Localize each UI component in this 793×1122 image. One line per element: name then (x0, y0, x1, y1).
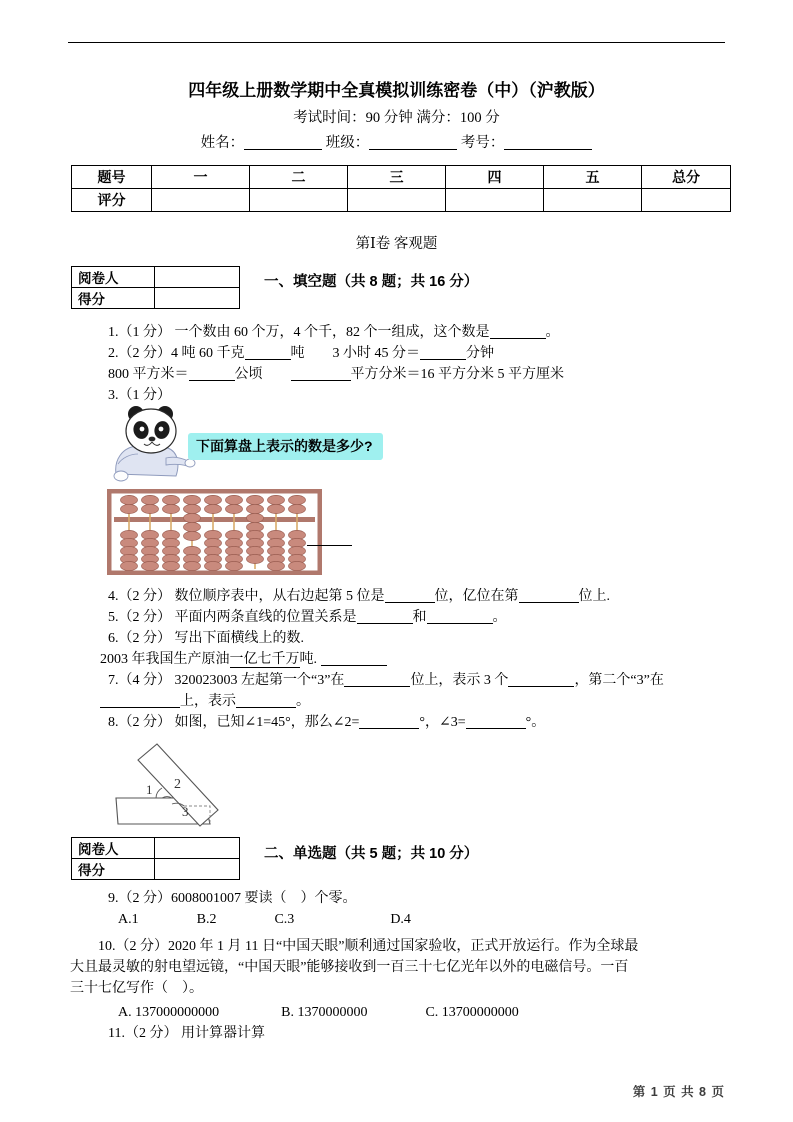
question-2-text-a: 2.（2 分）4 吨 60 千克 (108, 346, 245, 361)
question-4 (108, 586, 610, 607)
abacus-icon (107, 489, 322, 575)
reviewer-value-2[interactable] (155, 838, 240, 859)
question-7-blank-4[interactable] (236, 707, 296, 708)
paper-part-heading: 第Ⅰ卷 客观题 (355, 236, 438, 252)
table-row (72, 166, 731, 189)
score-col-1: 一 (152, 166, 250, 189)
crossed-rulers-icon (100, 736, 305, 834)
question-6-underlined-number: 一亿七千万 (229, 652, 300, 667)
section-heading-multiple-choice: 二、单选题（共 5 题；共 10 分） (264, 846, 479, 862)
question-6-l2-b: 吨. (299, 652, 317, 667)
id-blank[interactable] (504, 149, 592, 150)
speech-bubble: 下面算盘上表示的数是多少? (188, 433, 383, 460)
table-row (72, 267, 240, 288)
question-1-end: 。 (545, 325, 560, 340)
question-6-l2-a: 2003 年我国生产原油 (100, 652, 230, 667)
score-cell-1[interactable] (152, 189, 250, 212)
choice-c[interactable]: C.3 (274, 912, 295, 927)
class-blank[interactable] (369, 149, 457, 150)
question-2-l2-c: 平方分米＝16 平方分米 5 平方厘米 (350, 367, 564, 382)
panda-illustration (108, 404, 200, 486)
score-value[interactable] (155, 288, 240, 309)
choice-b[interactable]: B.2 (196, 912, 217, 927)
question-6-line-2 (100, 649, 387, 670)
question-3-answer-line[interactable] (307, 545, 352, 546)
question-4-text-b: 位，亿位在第 (434, 589, 519, 604)
question-6: 6.（2 分） 写出下面横线上的数. (108, 631, 304, 646)
score-col-4: 四 (446, 166, 544, 189)
angle-label-2: 2 (174, 777, 181, 792)
question-9: 9.（2 分）6008001007 要读（ ）个零。 (108, 891, 357, 906)
score-col-2: 二 (250, 166, 348, 189)
score-cell-4[interactable] (446, 189, 544, 212)
question-7-blank-3[interactable] (100, 707, 180, 708)
question-2 (108, 343, 494, 364)
question-4-text-a: 4.（2 分） 数位顺序表中，从右边起第 5 位是 (108, 589, 385, 604)
header-divider (68, 42, 725, 43)
question-5-blank-1[interactable] (357, 623, 413, 624)
question-2-l2-b: 公顷 (234, 367, 291, 382)
question-1-blank[interactable] (490, 338, 546, 339)
question-10-line-3: 三十七亿写作（ ）。 (70, 981, 203, 996)
question-5 (108, 607, 507, 628)
question-2-blank-3[interactable] (189, 380, 235, 381)
score-col-5: 五 (544, 166, 642, 189)
angle-figure-illustration (100, 736, 305, 834)
name-blank[interactable] (244, 149, 322, 150)
choice-d[interactable]: D.4 (390, 912, 411, 927)
question-4-text-c: 位上. (578, 589, 610, 604)
score-cell-total[interactable] (642, 189, 731, 212)
question-8-text-c: °。 (525, 715, 546, 730)
score-cell-2[interactable] (250, 189, 348, 212)
question-10-choices (118, 1002, 519, 1023)
question-4-blank-2[interactable] (519, 602, 579, 603)
table-row (72, 189, 731, 212)
question-9-choices (118, 909, 411, 930)
question-5-text-c: 。 (492, 610, 507, 625)
marker-box-section-1 (71, 266, 240, 309)
question-6-blank[interactable] (321, 665, 387, 666)
section-heading-fill-in: 一、填空题（共 8 题；共 16 分） (264, 274, 479, 290)
score-value-2[interactable] (155, 859, 240, 880)
score-label: 得分 (72, 288, 155, 309)
name-label: 姓名： (200, 135, 245, 151)
choice-a-10[interactable]: A. 137000000000 (118, 1005, 220, 1020)
score-row-label-2: 评分 (72, 189, 152, 212)
score-col-3: 三 (348, 166, 446, 189)
table-row (72, 859, 240, 880)
question-5-text-a: 5.（2 分） 平面内两条直线的位置关系是 (108, 610, 357, 625)
score-col-total: 总分 (642, 166, 731, 189)
question-7-blank-1[interactable] (344, 686, 410, 687)
reviewer-value[interactable] (155, 267, 240, 288)
score-cell-5[interactable] (544, 189, 642, 212)
choice-b-10[interactable]: B. 1370000000 (281, 1005, 368, 1020)
question-10-line-1: 10.（2 分）2020 年 1 月 11 日“中国天眼”顺利通过国家验收，正式开放运行。作为全球最 (98, 939, 639, 954)
id-label: 考号： (460, 135, 505, 151)
score-summary-table (71, 165, 731, 212)
angle-label-1: 1 (146, 782, 153, 797)
question-7-text-d: 上，表示 (180, 694, 236, 709)
choice-c-10[interactable]: C. 13700000000 (425, 1005, 519, 1020)
question-7-line-2 (100, 691, 310, 712)
question-2-line-2 (108, 364, 564, 385)
score-label-2: 得分 (72, 859, 155, 880)
question-7-text-b: 位上，表示 3 个 (410, 673, 509, 688)
question-8-text-b: °，∠3= (419, 715, 466, 730)
marker-box-section-2 (71, 837, 240, 880)
student-fields (0, 131, 793, 152)
question-2-blank-4[interactable] (291, 380, 351, 381)
question-8-text-a: 8.（2 分） 如图，已知∠1=45°，那么∠2= (108, 715, 360, 730)
question-8-blank-1[interactable] (359, 728, 419, 729)
table-row (72, 838, 240, 859)
question-7 (108, 670, 664, 691)
angle-label-3: 3 (182, 804, 189, 819)
page-title: 四年级上册数学期中全真模拟训练密卷（中）（沪教版） (188, 81, 605, 100)
question-8-blank-2[interactable] (466, 728, 526, 729)
question-3: 3.（1 分） (108, 388, 171, 403)
question-2-blank-1[interactable] (245, 359, 291, 360)
question-2-l2-a: 800 平方米＝ (108, 367, 189, 382)
question-7-text-a: 7.（4 分） 320023003 左起第一个“3”在 (108, 673, 345, 688)
page-footer: 第 1 页 共 8 页 (632, 1085, 725, 1099)
reviewer-label: 阅卷人 (72, 267, 155, 288)
question-7-blank-2[interactable] (508, 686, 574, 687)
abacus-illustration (107, 489, 322, 575)
exam-meta: 考试时间：90 分钟 满分：100 分 (293, 110, 500, 126)
question-2-text-c: 分钟 (466, 346, 494, 361)
question-10-line-2: 大且最灵敏的射电望远镜，“中国天眼”能够接收到一百三十七亿光年以外的电磁信号。一百 (70, 960, 629, 975)
question-1-text: 1.（1 分） 一个数由 60 个万，4 个千，82 个一组成，这个数是 (108, 325, 490, 340)
table-row (72, 288, 240, 309)
panda-icon (108, 404, 200, 486)
question-1 (108, 322, 560, 343)
question-5-text-b: 和 (412, 610, 427, 625)
score-cell-3[interactable] (348, 189, 446, 212)
class-label: 班级： (325, 135, 370, 151)
question-2-text-b: 吨 3 小时 45 分＝ (290, 346, 420, 361)
reviewer-label-2: 阅卷人 (72, 838, 155, 859)
question-7-text-c: ，第二个“3”在 (574, 673, 664, 688)
question-11: 11.（2 分） 用计算器计算 (108, 1026, 265, 1041)
score-row-label: 题号 (72, 166, 152, 189)
choice-a[interactable]: A.1 (118, 912, 139, 927)
question-4-blank-1[interactable] (385, 602, 435, 603)
question-8 (108, 712, 545, 733)
question-5-blank-2[interactable] (427, 623, 493, 624)
question-2-blank-2[interactable] (420, 359, 466, 360)
question-7-text-e: 。 (296, 694, 310, 709)
